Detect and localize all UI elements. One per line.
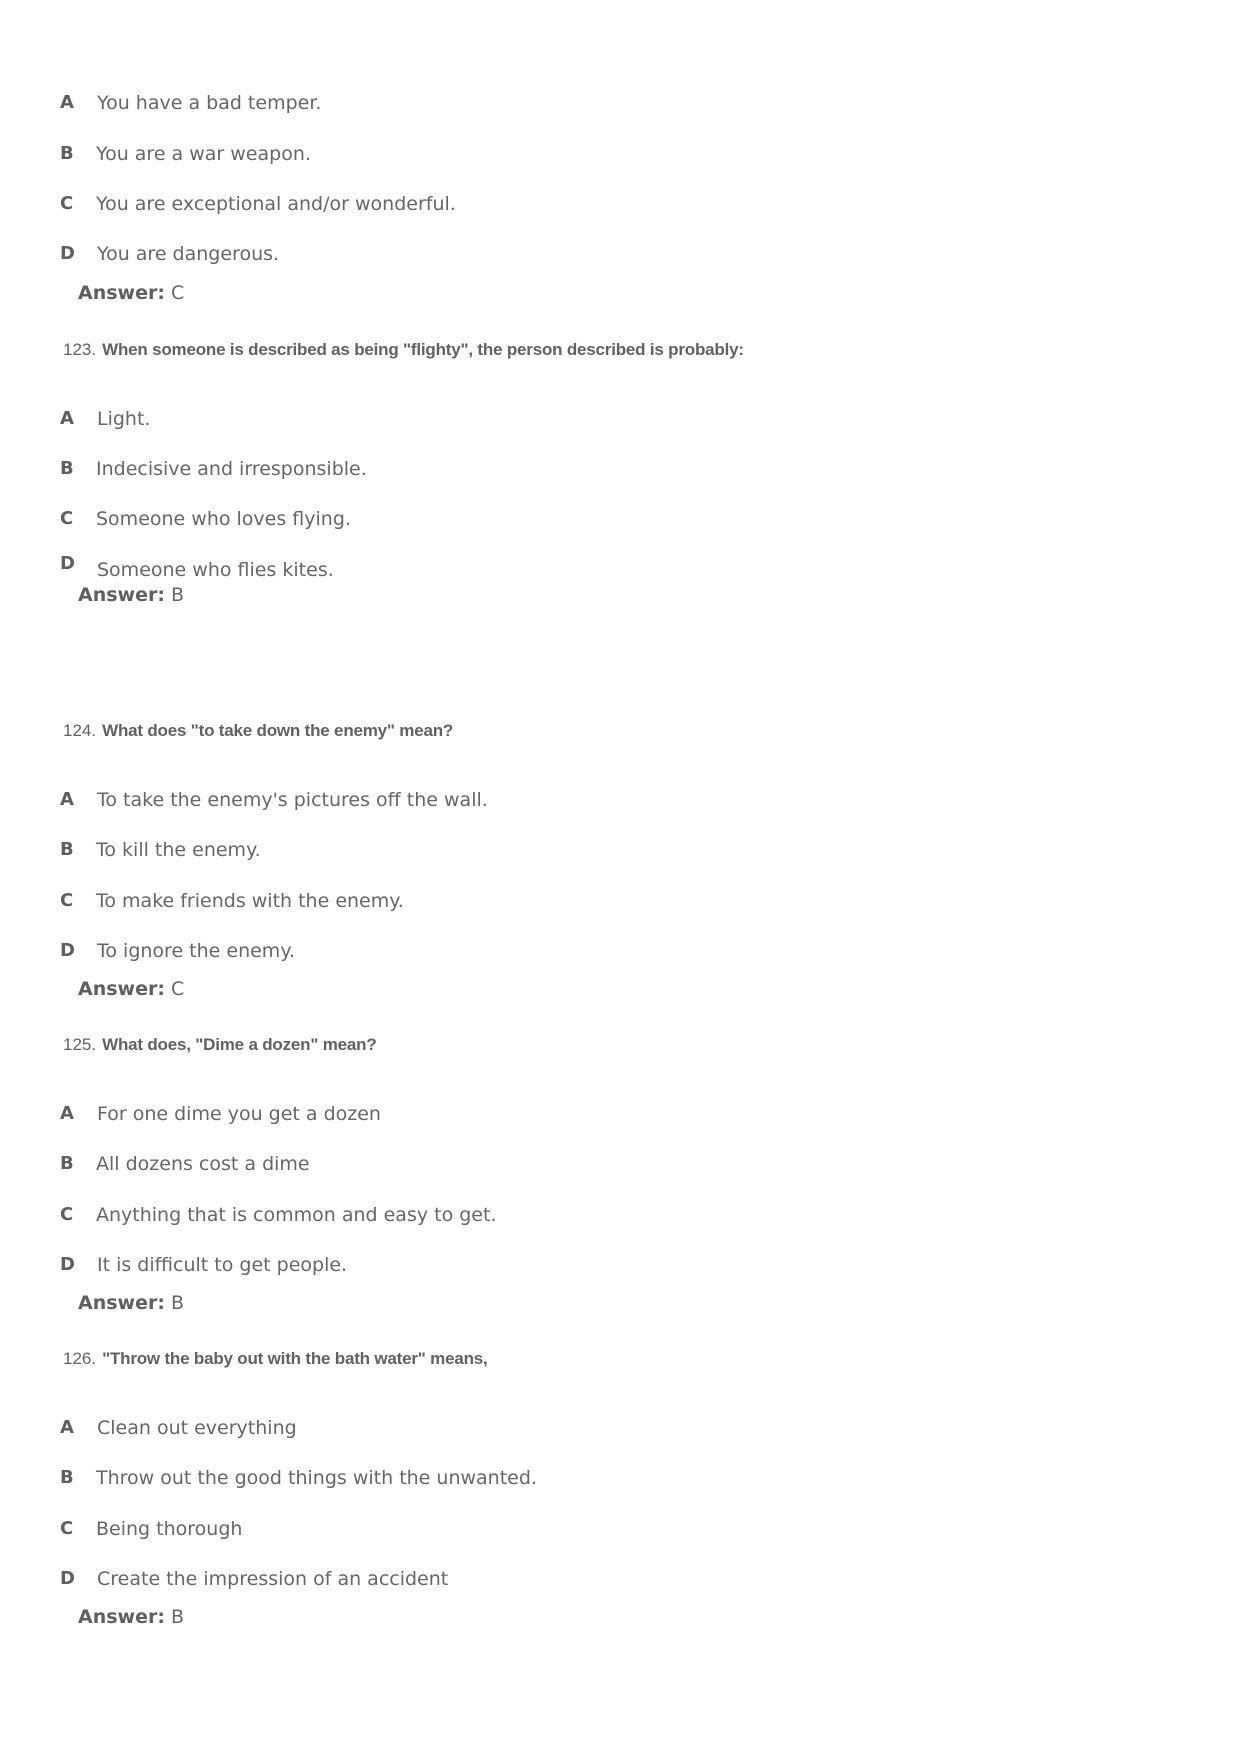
answer-value: C [171,282,185,304]
option-letter: D [60,940,75,961]
option-letter: D [60,243,75,264]
answer-label: Answer: [78,978,165,1000]
option-text: Clean out everything [97,1417,297,1439]
option-text: To take the enemy's pictures off the wall. [97,789,488,811]
question-number: 124. [63,721,97,740]
question-number: 126. [63,1349,97,1368]
option-letter: A [60,1103,74,1124]
option-text: Create the impression of an accident [97,1568,449,1590]
option-text: Light. [97,408,151,430]
option-text: Indecisive and irresponsible. [96,458,367,480]
option-letter: A [60,1417,74,1438]
option-letter: D [60,1568,75,1589]
option-letter: C [60,1204,74,1225]
answer-line [78,978,184,1000]
question-text: What does "to take down the enemy" mean? [102,721,454,740]
question-heading [63,721,453,741]
answer-value: B [171,584,185,606]
option-letter: B [60,143,74,164]
option-letter: B [60,839,74,860]
option-letter: D [60,553,75,574]
option-text: You are dangerous. [97,243,280,265]
option-letter: C [60,508,74,529]
option-text: Someone who flies kites. [97,559,334,581]
answer-label: Answer: [78,282,165,304]
answer-line [78,1606,184,1628]
option-letter: C [60,193,74,214]
question-heading [63,1349,488,1369]
answer-value: B [171,1292,185,1314]
answer-value: B [171,1606,185,1628]
question-number: 125. [63,1035,97,1054]
option-text: Throw out the good things with the unwanted. [96,1467,537,1489]
option-text: It is difficult to get people. [97,1254,348,1276]
question-text: When someone is described as being "flighty", the person described is probably: [102,340,744,359]
option-text: To ignore the enemy. [97,940,295,962]
answer-value: C [171,978,185,1000]
question-heading [63,1035,377,1055]
option-letter: B [60,458,74,479]
answer-line [78,1292,184,1314]
option-text: All dozens cost a dime [96,1153,310,1175]
option-text: You are a war weapon. [96,143,311,165]
answer-label: Answer: [78,1292,165,1314]
option-letter: B [60,1153,74,1174]
option-text: To kill the enemy. [96,839,261,861]
option-letter: D [60,1254,75,1275]
option-text: Someone who loves flying. [96,508,351,530]
option-letter: C [60,1518,74,1539]
option-text: Anything that is common and easy to get. [96,1204,497,1226]
question-text: "Throw the baby out with the bath water" means, [102,1349,488,1368]
question-heading [63,340,744,360]
option-text: To make friends with the enemy. [96,890,404,912]
option-text: Being thorough [96,1518,243,1540]
answer-label: Answer: [78,1606,165,1628]
option-text: You have a bad temper. [97,92,322,114]
option-letter: B [60,1467,74,1488]
option-letter: A [60,408,74,429]
option-letter: A [60,789,74,810]
option-text: You are exceptional and/or wonderful. [96,193,456,215]
answer-line [78,584,184,606]
answer-label: Answer: [78,584,165,606]
question-text: What does, "Dime a dozen" mean? [102,1035,377,1054]
question-number: 123. [63,340,97,359]
option-letter: A [60,92,74,113]
option-text: For one dime you get a dozen [97,1103,381,1125]
option-letter: C [60,890,74,911]
answer-line [78,282,184,304]
